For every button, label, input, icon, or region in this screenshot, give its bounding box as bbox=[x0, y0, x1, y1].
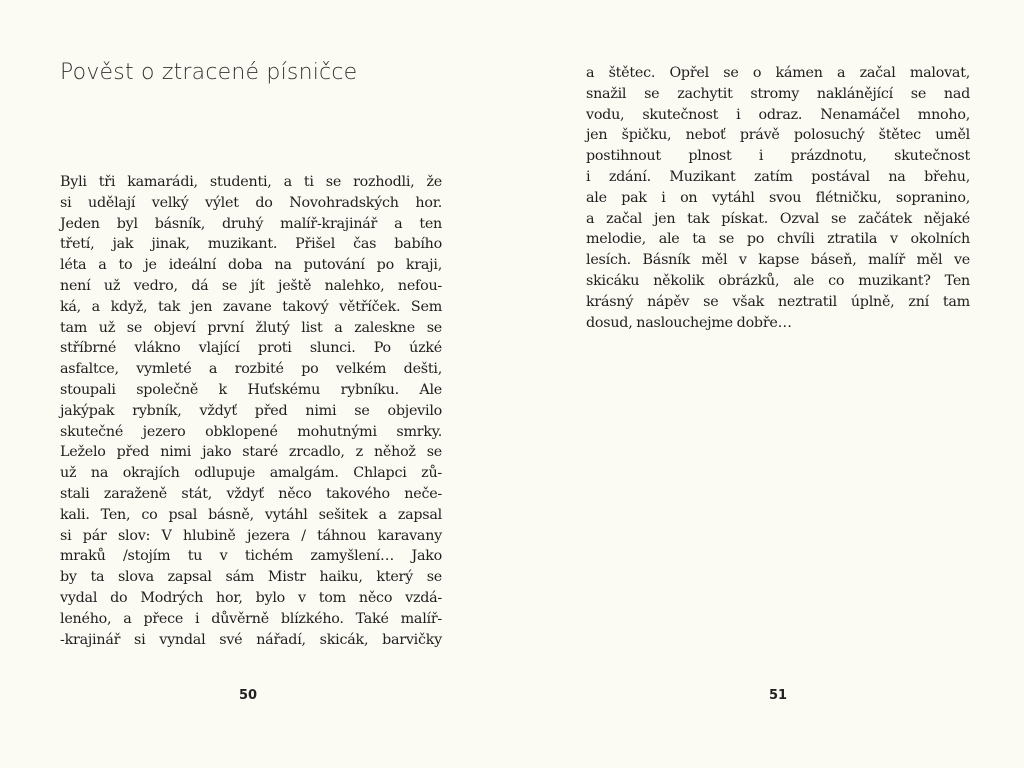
page-number-right: 51 bbox=[768, 688, 788, 703]
text-line: stali zaraženě stát, vždyť něco takového neče- bbox=[60, 485, 442, 502]
text-line: ale pak i on vytáhl svou flétničku, sopranino, bbox=[586, 189, 970, 206]
text-line: leného, a přece i důvěrně blízkého. Také malíř- bbox=[60, 610, 442, 627]
text-line: kali. Ten, co psal básně, vytáhl sešitek a zapsal bbox=[60, 506, 442, 523]
text-line: krásný nápěv se však neztratil úplně, zní tam bbox=[586, 293, 970, 310]
page-number-left: 50 bbox=[238, 688, 258, 703]
text-line: už na okrajích odlupuje amalgám. Chlapci zů- bbox=[60, 465, 442, 482]
text-line: postihnout plnost i prázdnotu, skutečnost bbox=[586, 148, 970, 165]
text-line: jen špičku, neboť právě polosuchý štětec uměl bbox=[586, 127, 970, 144]
text-line: stříbrné vlákno vlající proti slunci. Po úzké bbox=[60, 340, 442, 357]
text-line: Leželo před nimi jako staré zrcadlo, z něhož se bbox=[60, 444, 442, 461]
text-line: Jeden byl básník, druhý malíř-krajinář a ten bbox=[60, 215, 442, 232]
text-line: ká, a když, tak jen zavane takový větříček. Sem bbox=[60, 298, 442, 315]
text-line: není už vedro, dá se jít ještě nalehko, nefou- bbox=[60, 277, 442, 294]
left-page-text bbox=[60, 172, 442, 650]
text-line: si udělají velký výlet do Novohradských hor. bbox=[60, 194, 442, 211]
text-line: dosud, naslouchejme dobře… bbox=[586, 314, 792, 331]
text-line: stoupali společně k Huťskému rybníku. Ale bbox=[60, 381, 442, 398]
text-line: třetí, jak jinak, muzikant. Přišel čas babího bbox=[60, 236, 442, 253]
text-line: skicáku několik obrázků, ale co muzikant? Ten bbox=[586, 272, 970, 289]
text-line: si pár slov: V hlubině jezera / táhnou karavany bbox=[60, 527, 442, 544]
text-line: a štětec. Opřel se o kámen a začal malovat, bbox=[586, 65, 970, 81]
text-line: by ta slova zapsal sám Mistr haiku, který se bbox=[60, 569, 442, 586]
text-line: melodie, ale ta se po chvíli ztratila v okolních bbox=[586, 231, 970, 248]
text-line: léta a to je ideální doba na putování po kraji, bbox=[60, 257, 442, 274]
text-line: lesích. Básník měl v kapse báseň, malíř měl ve bbox=[586, 252, 970, 269]
text-line: i zdání. Muzikant zatím postával na břehu, bbox=[586, 168, 970, 185]
text-line: asfaltce, vymleté a rozbité po velkém dešti, bbox=[60, 361, 442, 378]
text-line: vydal do Modrých hor, bylo v tom něco vzdá- bbox=[60, 589, 442, 606]
right-page-text bbox=[586, 63, 970, 333]
text-line: a začal jen tak pískat. Ozval se začátek nějaké bbox=[586, 210, 970, 227]
text-line: -krajinář si vyndal své nářadí, skicák, barvičky bbox=[60, 631, 442, 648]
text-line: tam už se objeví první žlutý list a zaleskne se bbox=[60, 319, 442, 336]
text-line: snažil se zachytit stromy naklánějící se nad bbox=[586, 85, 970, 102]
text-line: vodu, skutečnost i odraz. Nenamáčel mnoho, bbox=[586, 106, 970, 123]
text-line: jakýpak rybník, vždyť před nimi se objevilo bbox=[60, 402, 442, 419]
text-line: skutečné jezero obklopené mohutnými smrky. bbox=[60, 423, 442, 440]
text-line: mraků /stojím tu v tichém zamyšlení… Jako bbox=[60, 548, 442, 565]
text-line: Byli tři kamarádi, studenti, a ti se rozhodli, že bbox=[60, 174, 442, 190]
chapter-title: Pověst o ztracené písničce bbox=[60, 60, 358, 85]
